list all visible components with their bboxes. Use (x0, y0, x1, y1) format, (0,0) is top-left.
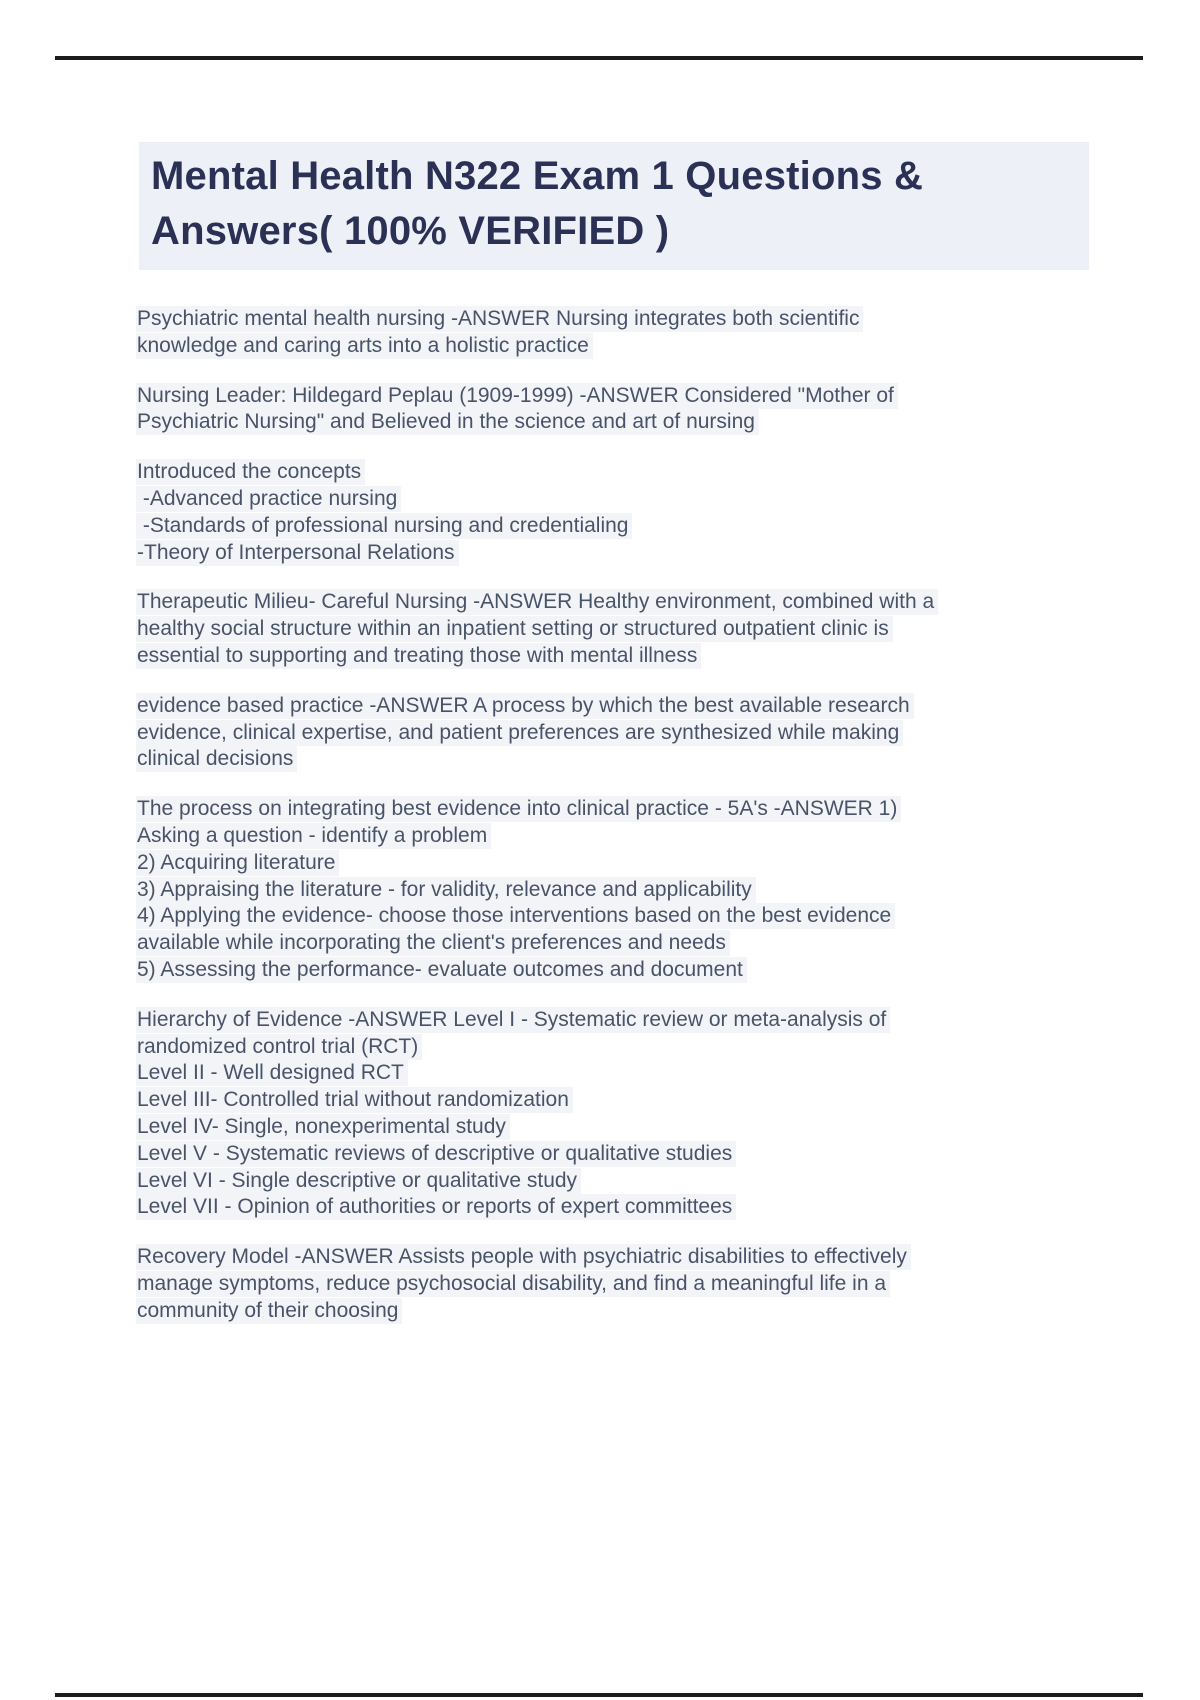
qa-line: clinical decisions (136, 746, 297, 772)
qa-line: 3) Appraising the literature - for validity, relevance and applicability (136, 877, 756, 903)
qa-line: 2) Acquiring literature (136, 850, 339, 876)
qa-list (137, 306, 1105, 1325)
qa-line: Level IV- Single, nonexperimental study (136, 1114, 510, 1140)
qa-line: randomized control trial (RCT) (136, 1034, 422, 1060)
qa-paragraph (137, 1007, 1105, 1221)
qa-line: Psychiatric mental health nursing -ANSWER Nursing integrates both scientific (136, 306, 863, 332)
qa-line: Hierarchy of Evidence -ANSWER Level I - Systematic review or meta-analysis of (136, 1007, 890, 1033)
qa-line: The process on integrating best evidence into clinical practice - 5A's -ANSWER 1) (136, 796, 901, 822)
qa-line: evidence based practice -ANSWER A process by which the best available research (136, 693, 914, 719)
qa-paragraph (137, 796, 1105, 984)
page-title (139, 142, 1089, 270)
qa-line: healthy social structure within an inpatient setting or structured outpatient clinic is (136, 616, 893, 642)
qa-line: manage symptoms, reduce psychosocial disability, and find a meaningful life in a (136, 1271, 890, 1297)
qa-paragraph (137, 306, 1105, 360)
qa-line: knowledge and caring arts into a holistic practice (136, 333, 593, 359)
qa-line: Asking a question - identify a problem (136, 823, 491, 849)
qa-line: Therapeutic Milieu- Careful Nursing -ANSWER Healthy environment, combined with a (136, 589, 938, 615)
page-title-line-1: Mental Health N322 Exam 1 Questions & (151, 154, 924, 198)
qa-paragraph (137, 383, 1105, 437)
qa-line: community of their choosing (136, 1298, 402, 1324)
qa-paragraph (137, 459, 1105, 566)
page-title-line-2: Answers( 100% VERIFIED ) (151, 209, 670, 253)
qa-line: Level V - Systematic reviews of descriptive or qualitative studies (136, 1141, 736, 1167)
qa-line: -Standards of professional nursing and credentialing (136, 513, 632, 539)
qa-line: -Theory of Interpersonal Relations (136, 540, 459, 566)
qa-line: 4) Applying the evidence- choose those interventions based on the best evidence (136, 903, 895, 929)
qa-line: Psychiatric Nursing" and Believed in the science and art of nursing (136, 409, 759, 435)
qa-line: essential to supporting and treating those with mental illness (136, 643, 701, 669)
qa-line: Level II - Well designed RCT (136, 1060, 408, 1086)
qa-line: -Advanced practice nursing (136, 486, 401, 512)
qa-line: Level VI - Single descriptive or qualitative study (136, 1168, 581, 1194)
top-rule (55, 56, 1143, 60)
qa-paragraph (137, 693, 1105, 773)
qa-line: Introduced the concepts (136, 459, 365, 485)
qa-line: evidence, clinical expertise, and patient preferences are synthesized while making (136, 720, 903, 746)
qa-line: Level VII - Opinion of authorities or reports of expert committees (136, 1194, 736, 1220)
qa-paragraph (137, 1244, 1105, 1324)
qa-paragraph (137, 589, 1105, 669)
qa-line: available while incorporating the client's preferences and needs (136, 930, 730, 956)
qa-line: Level III- Controlled trial without randomization (136, 1087, 573, 1113)
bottom-rule (55, 1693, 1143, 1697)
qa-line: Recovery Model -ANSWER Assists people with psychiatric disabilities to effectively (136, 1244, 911, 1270)
qa-line: Nursing Leader: Hildegard Peplau (1909-1999) -ANSWER Considered "Mother of (136, 383, 898, 409)
qa-line: 5) Assessing the performance- evaluate outcomes and document (136, 957, 747, 983)
